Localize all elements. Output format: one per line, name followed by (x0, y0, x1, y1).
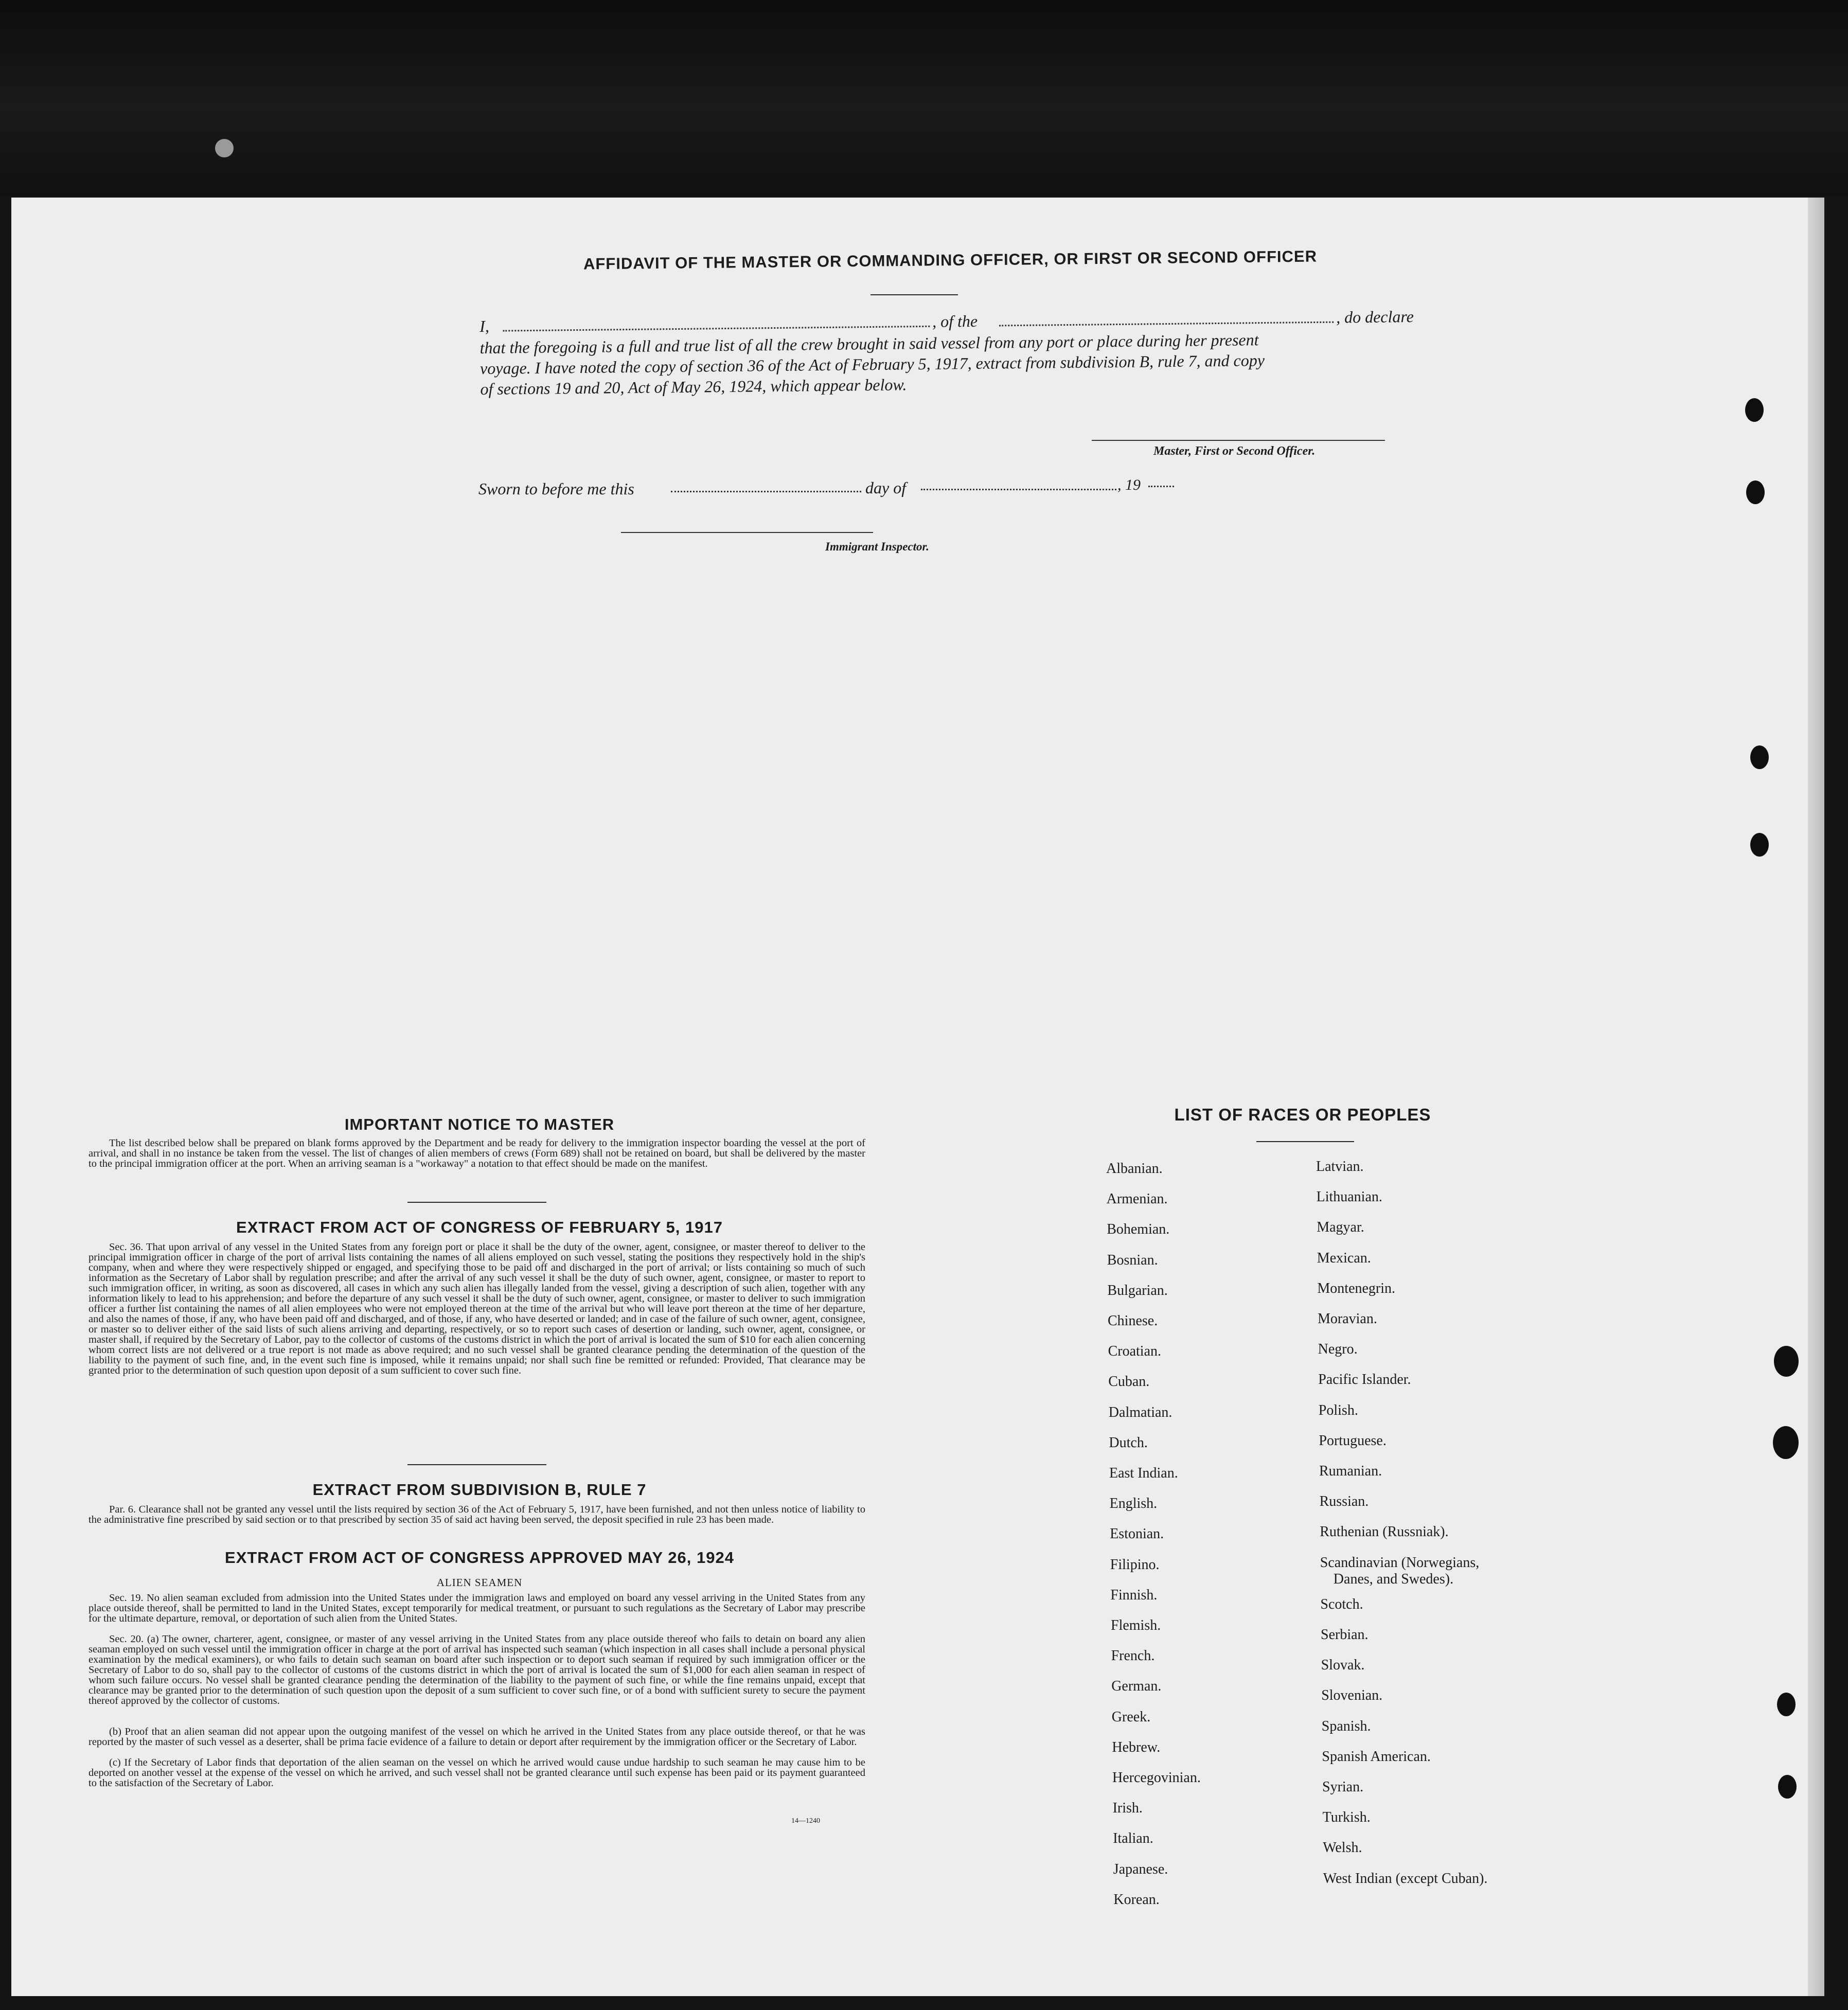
race-item: Pacific Islander. (1318, 1372, 1411, 1388)
master-signature-line[interactable] (1092, 440, 1385, 441)
race-item: Dalmatian. (1108, 1404, 1172, 1420)
race-item: Russian. (1319, 1493, 1369, 1510)
sec20b-body: (b) Proof that an alien seaman did not appear upon the outgoing manifest of the vessel on which he arrived in the United States from any place outside thereof, or that he was reported by the master of such vessel as a deserter, shall be prima facie evidence of a failure to detain or deport after requirement by the immigration officer or the Secretary of Labor. (88, 1726, 865, 1748)
race-item: Italian. (1113, 1830, 1153, 1847)
page-edge (1808, 198, 1824, 1996)
race-item: Hercegovinian. (1112, 1770, 1201, 1786)
race-item: Mexican. (1317, 1250, 1371, 1266)
race-item: Slovenian. (1321, 1687, 1383, 1704)
section-divider (407, 1202, 546, 1203)
sworn-day-field[interactable] (671, 491, 861, 492)
alien-seamen-subtitle: ALIEN SEAMEN (436, 1576, 523, 1589)
race-item: East Indian. (1109, 1465, 1178, 1481)
document-page (11, 198, 1824, 1996)
race-item: Albanian. (1106, 1161, 1163, 1177)
form-number: 14—1240 (791, 1817, 820, 1825)
notice-body: The list described below shall be prepared on blank forms approved by the Department and be ready for delivery to the immigration inspector boarding the vessel at the port of arrival, and shall in no instance be taken from the vessel. The list of changes of alien members of crews (Form 689) shall not be retained on board, but shall be delivered by the master to the principal immigration officer at the port. When an arriving seaman is a "workaway" a notation to that effect should be made on the manifest. (88, 1137, 865, 1169)
sec19-body: Sec. 19. No alien seaman excluded from admission into the United States under the immigration laws and employed on board any vessel arriving in the United States from any place outside thereof, shall be permitted to land in the United States, except temporarily for medical treatment, or pursuant to such regulations as the Secretary of Labor may prescribe for the ultimate departure, removal, or deportation of such alien from the United States. (88, 1592, 865, 1624)
race-item: Flemish. (1111, 1617, 1161, 1633)
scanner-mark (215, 139, 234, 157)
race-item: Spanish. (1321, 1718, 1371, 1734)
inspector-label: Immigrant Inspector. (825, 540, 929, 553)
race-item-continuation: Danes, and Swedes). (1333, 1571, 1454, 1587)
race-item: Lithuanian. (1316, 1189, 1382, 1205)
race-item: Finnish. (1110, 1587, 1158, 1603)
race-item: Portuguese. (1319, 1432, 1387, 1449)
punch-hole (1777, 1693, 1796, 1716)
race-item: Filipino. (1110, 1556, 1160, 1573)
affidavit-title: AFFIDAVIT OF THE MASTER OR COMMANDING OFFICER, OR FIRST OR SECOND OFFICER (583, 247, 1318, 273)
affidavit-line-3: voyage. I have noted the copy of section 36 of the Act of February 5, 1917, extract from subdivision B, rule 7, and copy (479, 351, 1265, 378)
extract-1917-title: EXTRACT FROM ACT OF CONGRESS OF FEBRUARY 5, 1917 (236, 1218, 723, 1236)
race-item: Ruthenian (Russniak). (1320, 1524, 1449, 1540)
race-item: Hebrew. (1112, 1739, 1161, 1755)
race-item: Rumanian. (1319, 1463, 1382, 1479)
race-item: Estonian. (1110, 1526, 1164, 1542)
day-of-label: day of (865, 478, 907, 497)
race-item: Armenian. (1106, 1191, 1168, 1207)
race-item: Chinese. (1108, 1313, 1158, 1329)
affidavit-line-4: of sections 19 and 20, Act of May 26, 1924, which appear below. (480, 375, 907, 398)
punch-hole (1746, 481, 1765, 504)
inspector-signature-line[interactable] (621, 532, 873, 533)
race-item: Magyar. (1317, 1219, 1364, 1236)
race-item: Cuban. (1108, 1374, 1150, 1390)
race-item: Bosnian. (1107, 1252, 1158, 1268)
race-item: Japanese. (1113, 1861, 1168, 1877)
rule7-body: Par. 6. Clearance shall not be granted any vessel until the lists required by section 36 of the Act of February 5, 1917, have been furnished, and not then unless notice of liability to the administrative fine prescribed by said section or to that prescribed by section 35 of said act having been served, the deposit specified in rule 23 has been made. (88, 1504, 865, 1525)
race-item: Irish. (1112, 1800, 1143, 1817)
affidavit-of-the: , of the (932, 311, 978, 331)
race-item: Moravian. (1318, 1311, 1377, 1327)
punch-hole (1773, 1426, 1799, 1459)
affidavit-i: I, (479, 316, 490, 335)
rule7-title: EXTRACT FROM SUBDIVISION B, RULE 7 (312, 1481, 647, 1499)
section-divider (407, 1464, 546, 1465)
master-signature-label: Master, First or Second Officer. (1153, 444, 1316, 458)
punch-hole (1778, 1775, 1797, 1799)
sworn-year-field[interactable] (1148, 486, 1174, 487)
sworn-month-field[interactable] (921, 489, 1116, 490)
race-item: Spanish American. (1322, 1748, 1431, 1765)
vessel-name-field[interactable] (999, 322, 1334, 327)
race-item: German. (1111, 1678, 1162, 1695)
race-item: West Indian (except Cuban). (1323, 1870, 1488, 1887)
race-item: Greek. (1111, 1709, 1151, 1725)
extract-1924-title: EXTRACT FROM ACT OF CONGRESS APPROVED MAY 26, 1924 (225, 1549, 734, 1567)
race-item: Syrian. (1322, 1779, 1364, 1795)
punch-hole (1750, 745, 1769, 769)
race-item: Scandinavian (Norwegians, (1320, 1554, 1480, 1571)
extract-1917-body: Sec. 36. That upon arrival of any vessel in the United States from any foreign port or place it shall be the duty of the owner, agent, consignee, or master thereof to deliver to the principal immigration officer in charge of the port of arrival lists containing the names of all aliens employed on such vessel, stating the positions they respectively hold in the ship's company, when and where they were respectively shipped or engaged, and specifying those to be paid off and discharged in the port of arrival; or lists containing so much of such information as the Secretary of Labor shall by regulation prescribe; and after the arrival of any such vessel it shall be the duty of such owner, agent, consignee, or master to report to such immigration officer, in writing, as soon as discovered, all cases in which any such alien has illegally landed from the vessel, giving a description of such alien, together with any information likely to lead to his apprehension; and before the departure of any such vessel it shall be the duty of such owner, agent, consignee, or master to deliver to such immigration officer a further list containing the names of all alien employees who were not employed thereon at the time of the arrival but who will leave port thereon at the time of her departure, and also the names of those, if any, who have been paid off and discharged, and of those, if any, who have deserted or landed; and in case of the failure of such owner, agent, consignee, or master so to deliver either of the said lists of such aliens arriving and departing, respectively, or so to report such cases of desertion or landing, such owner, agent, consignee, or master shall, if required by the Secretary of Labor, pay to the collector of customs of the customs district in which the port of arrival is located the sum of $10 for each alien concerning whom correct lists are not delivered or a true report is not made as above required; and no such vessel shall be granted clearance pending the determination of the question of the liability to the payment of such fine, and, in the event such fine is imposed, while it remains unpaid; nor shall such fine be remitted or refunded: Provided, That clearance may be granted prior to the determination of such question upon deposit of a sum sufficient to cover such fine. (88, 1241, 865, 1376)
punch-hole (1745, 398, 1764, 422)
affidavit-declare: , do declare (1336, 307, 1414, 327)
race-item: Welsh. (1323, 1840, 1362, 1856)
sworn-label: Sworn to before me this (478, 479, 634, 498)
race-item: Slovak. (1321, 1657, 1365, 1674)
race-item: Negro. (1318, 1341, 1358, 1358)
title-underline (870, 294, 958, 295)
races-underline (1256, 1141, 1354, 1142)
race-item: Turkish. (1322, 1809, 1371, 1826)
master-name-field[interactable] (503, 326, 930, 332)
race-item: Bulgarian. (1107, 1282, 1168, 1299)
race-item: Scotch. (1320, 1596, 1363, 1612)
race-item: Dutch. (1109, 1434, 1148, 1451)
race-item: Polish. (1318, 1402, 1358, 1418)
punch-hole (1774, 1346, 1799, 1377)
race-item: Latvian. (1316, 1159, 1364, 1175)
affidavit-line-2: that the foregoing is a full and true list of all the crew brought in said vessel from any port or place during her present (479, 330, 1259, 357)
race-item: Serbian. (1321, 1627, 1369, 1643)
punch-hole (1750, 833, 1769, 857)
year-label: , 19 (1117, 476, 1141, 493)
race-item: Croatian. (1108, 1343, 1162, 1360)
notice-title: IMPORTANT NOTICE TO MASTER (344, 1115, 615, 1133)
race-item: Bohemian. (1107, 1221, 1170, 1238)
race-item: French. (1111, 1648, 1155, 1664)
race-item: English. (1109, 1496, 1158, 1512)
affidavit-statement (479, 307, 1432, 399)
sec20a-body: Sec. 20. (a) The owner, charterer, agent, consignee, or master of any vessel arriving in the United States from any place outside thereof who fails to detain on board any alien seaman employed on such vessel until the immigration officer in charge at the port of arrival has inspected such seaman (which inspection in all cases shall include a personal physical examination by the medical examiners), or who fails to detain such seaman on board after such inspection or to deport such seaman if required by such immigration officer or the Secretary of Labor to do so, shall pay to the collector of customs of the customs district in which the port of arrival is located the sum of $1,000 for each alien seaman in respect of whom such failure occurs. No vessel shall be granted clearance pending the determination of the liability to the payment of such fine, or while the fine remains unpaid, except that clearance may be granted prior to the determination of such question upon the deposit of a sum sufficient to cover such fine, or of a bond with sufficient surety to secure the payment thereof approved by the collector of customs. (88, 1633, 865, 1706)
races-title: LIST OF RACES OR PEOPLES (1174, 1105, 1431, 1124)
race-item: Montenegrin. (1317, 1280, 1396, 1296)
sec20c-body: (c) If the Secretary of Labor finds that deportation of the alien seaman on the vessel on which he arrived would cause undue hardship to such seaman he may cause him to be deported on another vessel at the expense of the vessel on which he arrived, and such vessel shall not be granted clearance until such expense has been paid or its payment guaranteed to the satisfaction of the Secretary of Labor. (88, 1757, 865, 1789)
race-item: Korean. (1113, 1891, 1160, 1908)
scanner-background (0, 0, 1848, 195)
